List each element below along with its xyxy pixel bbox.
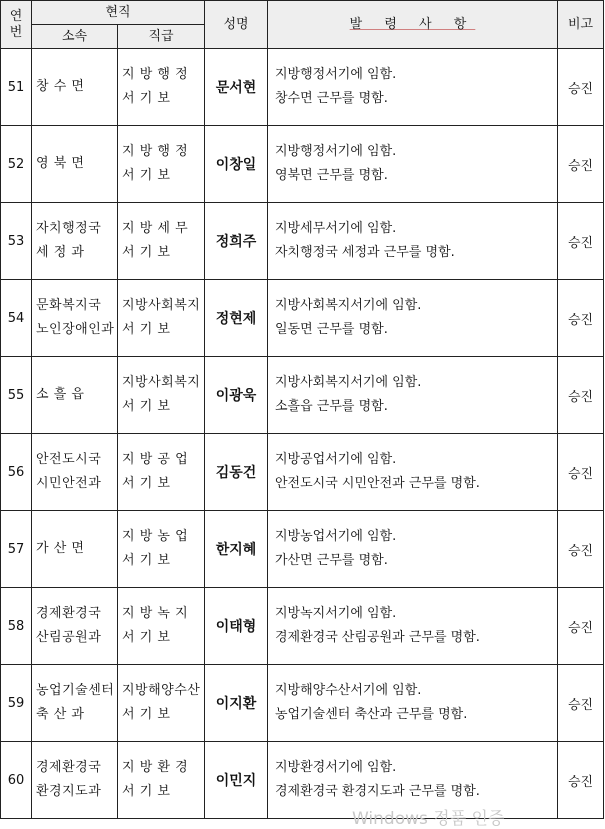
department-line-1: 창 수 면	[36, 79, 85, 94]
order-line-1: 지방공업서기에 임함.	[275, 452, 397, 467]
row-name: 문서현	[205, 49, 268, 126]
header-order-label: 발 령 사 항	[349, 16, 476, 32]
order-line-1: 지방행정서기에 임함.	[275, 67, 397, 82]
windows-activation-watermark: Windows 정품 인증	[352, 809, 505, 829]
header-name: 성명	[205, 1, 268, 49]
row-number: 60	[1, 742, 32, 819]
grade-line-1: 지방사회복지	[122, 298, 201, 313]
row-department	[32, 511, 118, 588]
department-line-2: 환경지도과	[36, 784, 102, 799]
row-department	[32, 49, 118, 126]
grade-line-1: 지 방 농 업	[122, 529, 189, 544]
order-line-2: 안전도시국 시민안전과 근무를 명함.	[275, 476, 480, 491]
grade-line-1: 지방사회복지	[122, 375, 201, 390]
row-note: 승진	[558, 742, 604, 819]
row-grade	[118, 434, 205, 511]
header-order	[268, 1, 558, 49]
row-grade	[118, 588, 205, 665]
table-row	[1, 742, 604, 819]
order-line-1: 지방세무서기에 임함.	[275, 221, 397, 236]
order-line-1: 지방환경서기에 임함.	[275, 760, 397, 775]
row-note: 승진	[558, 511, 604, 588]
grade-line-1: 지 방 녹 지	[122, 606, 189, 621]
row-note: 승진	[558, 49, 604, 126]
row-order	[268, 49, 558, 126]
grade-line-2: 서 기 보	[122, 784, 171, 799]
row-order	[268, 280, 558, 357]
department-line-1: 경제환경국	[36, 606, 102, 621]
header-note: 비고	[558, 1, 604, 49]
order-line-1: 지방녹지서기에 임함.	[275, 606, 397, 621]
row-note: 승진	[558, 357, 604, 434]
row-order	[268, 588, 558, 665]
row-department	[32, 434, 118, 511]
table-row	[1, 49, 604, 126]
department-line-1: 소 흘 읍	[36, 387, 85, 402]
order-line-1: 지방해양수산서기에 임함.	[275, 683, 422, 698]
row-grade	[118, 357, 205, 434]
grade-line-1: 지 방 공 업	[122, 452, 189, 467]
order-line-2: 소흘읍 근무를 명함.	[275, 399, 388, 414]
order-line-2: 농업기술센터 축산과 근무를 명함.	[275, 707, 468, 722]
order-line-1: 지방농업서기에 임함.	[275, 529, 397, 544]
row-note: 승진	[558, 126, 604, 203]
department-line-1: 경제환경국	[36, 760, 102, 775]
row-grade	[118, 203, 205, 280]
grade-line-2: 서 기 보	[122, 707, 171, 722]
grade-line-2: 서 기 보	[122, 553, 171, 568]
department-line-1: 농업기술센터	[36, 683, 115, 698]
grade-line-2: 서 기 보	[122, 322, 171, 337]
row-grade	[118, 742, 205, 819]
row-name: 김동건	[205, 434, 268, 511]
header-grade: 직급	[118, 25, 205, 49]
department-line-2: 시민안전과	[36, 476, 102, 491]
grade-line-1: 지 방 행 정	[122, 67, 189, 82]
header-no: 연 번	[1, 1, 32, 49]
header-dept: 소속	[32, 25, 118, 49]
grade-line-2: 서 기 보	[122, 630, 171, 645]
row-note: 승진	[558, 203, 604, 280]
table-row	[1, 588, 604, 665]
row-department	[32, 357, 118, 434]
table-row	[1, 203, 604, 280]
row-number: 53	[1, 203, 32, 280]
grade-line-1: 지 방 행 정	[122, 144, 189, 159]
order-line-1: 지방행정서기에 임함.	[275, 144, 397, 159]
grade-line-2: 서 기 보	[122, 476, 171, 491]
row-order	[268, 434, 558, 511]
order-line-1: 지방사회복지서기에 임함.	[275, 375, 422, 390]
row-note: 승진	[558, 665, 604, 742]
department-line-1: 안전도시국	[36, 452, 102, 467]
table-row	[1, 357, 604, 434]
row-name: 이지환	[205, 665, 268, 742]
order-line-1: 지방사회복지서기에 임함.	[275, 298, 422, 313]
department-line-2: 축 산 과	[36, 707, 85, 722]
department-line-1: 가 산 면	[36, 541, 85, 556]
row-name: 한지혜	[205, 511, 268, 588]
row-order	[268, 511, 558, 588]
row-department	[32, 280, 118, 357]
row-number: 59	[1, 665, 32, 742]
row-order	[268, 203, 558, 280]
table-row	[1, 434, 604, 511]
row-department	[32, 126, 118, 203]
row-department	[32, 203, 118, 280]
row-name: 이민지	[205, 742, 268, 819]
grade-line-2: 서 기 보	[122, 245, 171, 260]
row-number: 51	[1, 49, 32, 126]
order-line-2: 경제환경국 산림공원과 근무를 명함.	[275, 630, 480, 645]
row-order	[268, 357, 558, 434]
row-name: 이광욱	[205, 357, 268, 434]
row-grade	[118, 665, 205, 742]
row-grade	[118, 511, 205, 588]
order-line-2: 자치행정국 세정과 근무를 명함.	[275, 245, 455, 260]
table-row	[1, 665, 604, 742]
row-grade	[118, 49, 205, 126]
grade-line-2: 서 기 보	[122, 168, 171, 183]
row-number: 55	[1, 357, 32, 434]
order-line-2: 경제환경국 환경지도과 근무를 명함.	[275, 784, 480, 799]
row-note: 승진	[558, 588, 604, 665]
department-line-2: 세 정 과	[36, 245, 85, 260]
grade-line-2: 서 기 보	[122, 91, 171, 106]
row-note: 승진	[558, 280, 604, 357]
row-number: 56	[1, 434, 32, 511]
table-row	[1, 126, 604, 203]
order-line-2: 영북면 근무를 명함.	[275, 168, 388, 183]
row-order	[268, 665, 558, 742]
department-line-1: 문화복지국	[36, 298, 102, 313]
grade-line-1: 지방해양수산	[122, 683, 201, 698]
grade-line-1: 지 방 환 경	[122, 760, 189, 775]
row-number: 54	[1, 280, 32, 357]
order-line-2: 가산면 근무를 명함.	[275, 553, 388, 568]
row-department	[32, 665, 118, 742]
row-order	[268, 126, 558, 203]
row-name: 정현제	[205, 280, 268, 357]
row-order	[268, 742, 558, 819]
order-line-2: 창수면 근무를 명함.	[275, 91, 388, 106]
row-name: 정희주	[205, 203, 268, 280]
header-current: 현직	[32, 1, 205, 25]
grade-line-2: 서 기 보	[122, 399, 171, 414]
row-note: 승진	[558, 434, 604, 511]
row-grade	[118, 280, 205, 357]
department-line-2: 산림공원과	[36, 630, 102, 645]
row-department	[32, 588, 118, 665]
department-line-1: 자치행정국	[36, 221, 102, 236]
department-line-2: 노인장애인과	[36, 322, 115, 337]
table-row	[1, 511, 604, 588]
grade-line-1: 지 방 세 무	[122, 221, 189, 236]
row-number: 52	[1, 126, 32, 203]
row-name: 이태형	[205, 588, 268, 665]
row-number: 58	[1, 588, 32, 665]
order-line-2: 일동면 근무를 명함.	[275, 322, 388, 337]
row-department	[32, 742, 118, 819]
table-row	[1, 280, 604, 357]
department-line-1: 영 북 면	[36, 156, 85, 171]
row-number: 57	[1, 511, 32, 588]
row-grade	[118, 126, 205, 203]
row-name: 이창일	[205, 126, 268, 203]
